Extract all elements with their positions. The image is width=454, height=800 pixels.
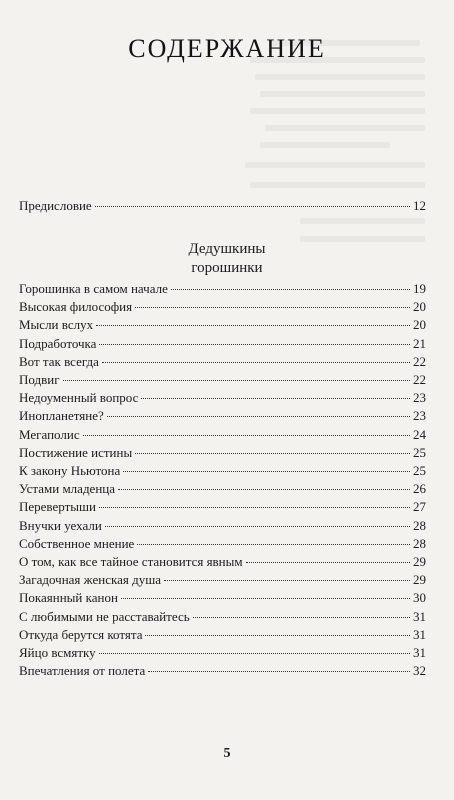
toc-entry-label: Устами младенца bbox=[19, 481, 116, 497]
section-heading-line-2: горошинки bbox=[191, 260, 263, 276]
toc-entry bbox=[19, 554, 426, 570]
toc-entry bbox=[19, 408, 426, 424]
toc-entry-label: Высокая философия bbox=[19, 299, 133, 315]
toc-entry-page: 25 bbox=[413, 444, 426, 460]
toc-entry bbox=[19, 317, 426, 333]
toc-entry-page: 12 bbox=[413, 198, 426, 213]
toc-entry-label: Загадочная женская душа bbox=[19, 572, 161, 588]
toc-entry bbox=[19, 281, 426, 297]
toc-entry bbox=[19, 390, 426, 406]
toc-entry-page: 29 bbox=[413, 554, 426, 569]
toc-entry-preface bbox=[19, 198, 426, 214]
page-title: СОДЕРЖАНИЕ bbox=[128, 34, 326, 63]
toc-entry-page: 30 bbox=[413, 590, 426, 606]
toc-entry bbox=[19, 499, 426, 515]
dot-leader bbox=[135, 307, 410, 308]
dot-leader bbox=[145, 635, 410, 636]
toc-entry bbox=[19, 663, 426, 679]
dot-leader bbox=[102, 362, 410, 363]
dot-leader bbox=[95, 206, 410, 207]
dot-leader bbox=[171, 289, 410, 290]
toc-entry-page: 23 bbox=[413, 390, 426, 406]
toc-entry-page: 28 bbox=[413, 517, 426, 533]
dot-leader bbox=[105, 526, 410, 527]
toc-entry-label: Мысли вслух bbox=[19, 317, 94, 333]
toc-entry-page: 22 bbox=[413, 353, 426, 369]
toc-entry bbox=[19, 590, 426, 606]
toc-entry-label: К закону Ньютона bbox=[19, 463, 121, 478]
toc-entry-page: 23 bbox=[413, 408, 426, 424]
toc-entry-label: Впечатления от полета bbox=[19, 663, 146, 679]
dot-leader bbox=[141, 398, 410, 399]
toc-entry-label: Яйцо всмятку bbox=[19, 645, 96, 660]
toc-entry-label: О том, как все тайное становится явным bbox=[19, 554, 243, 569]
toc-entry-page: 20 bbox=[413, 299, 426, 315]
toc-entry bbox=[19, 645, 426, 661]
toc-entry bbox=[19, 518, 426, 534]
dot-leader bbox=[99, 653, 410, 654]
toc-entry-label: Подработочка bbox=[19, 335, 97, 351]
dot-leader bbox=[63, 380, 410, 381]
toc-entry-label: Откуда берутся котята bbox=[19, 626, 143, 642]
toc-entry bbox=[19, 536, 426, 552]
dot-leader bbox=[99, 507, 410, 508]
dot-leader bbox=[135, 453, 410, 454]
dot-leader bbox=[193, 617, 410, 618]
dot-leader bbox=[121, 598, 410, 599]
toc-entry-page: 22 bbox=[413, 372, 426, 387]
dot-leader bbox=[99, 344, 410, 345]
toc-entry-page: 31 bbox=[413, 608, 426, 624]
dot-leader bbox=[137, 544, 410, 545]
dot-leader bbox=[164, 580, 410, 581]
toc-entry-label: Собственное мнение bbox=[19, 535, 135, 551]
toc-entry-page: 20 bbox=[413, 317, 426, 333]
toc-entry bbox=[19, 299, 426, 315]
dot-leader bbox=[118, 489, 410, 490]
toc-entry-label: Постижение истины bbox=[19, 444, 133, 460]
section-heading-line-1: Дедушкины bbox=[188, 241, 266, 257]
toc-entry-page: 21 bbox=[413, 335, 426, 351]
toc-entry-page: 28 bbox=[413, 535, 426, 551]
toc-entry-label: Вот так всегда bbox=[19, 353, 99, 369]
toc-entry bbox=[19, 609, 426, 625]
toc-entry-label: Недоуменный вопрос bbox=[19, 390, 139, 406]
toc-entry-label: Горошинка в самом начале bbox=[19, 281, 168, 296]
toc-entry-page: 24 bbox=[413, 426, 426, 442]
toc-entry-page: 26 bbox=[413, 481, 426, 497]
toc-entry bbox=[19, 354, 426, 370]
toc-entry-label: Предисловие bbox=[19, 198, 92, 213]
toc-entry bbox=[19, 336, 426, 352]
toc-entry-page: 25 bbox=[413, 463, 426, 478]
toc-entry-label: Подвиг bbox=[19, 372, 60, 387]
dot-leader bbox=[107, 416, 410, 417]
toc-entry-page: 31 bbox=[413, 626, 426, 642]
toc-entry-label: Покаянный канон bbox=[19, 590, 118, 606]
toc-entry-page: 29 bbox=[413, 572, 426, 588]
dot-leader bbox=[96, 325, 410, 326]
toc-entry-label: Перевертыши bbox=[19, 499, 96, 515]
page-number: 5 bbox=[223, 746, 231, 761]
section-heading bbox=[0, 240, 454, 278]
toc-entry-label: С любимыми не расставайтесь bbox=[19, 608, 190, 624]
toc-entry-label: Мегаполис bbox=[19, 426, 80, 442]
dot-leader bbox=[246, 562, 410, 563]
toc-entry bbox=[19, 372, 426, 388]
toc-entry-label: Внучки уехали bbox=[19, 517, 102, 533]
dot-leader bbox=[83, 435, 410, 436]
toc-entry-label: Инопланетяне? bbox=[19, 408, 104, 424]
toc-entry bbox=[19, 427, 426, 443]
dot-leader bbox=[123, 471, 410, 472]
toc-entry bbox=[19, 627, 426, 643]
toc-entry bbox=[19, 572, 426, 588]
toc-entry-page: 19 bbox=[413, 281, 426, 296]
toc-entry-page: 31 bbox=[413, 645, 426, 660]
toc-entry bbox=[19, 481, 426, 497]
toc-entry-page: 32 bbox=[413, 663, 426, 679]
toc-entry-page: 27 bbox=[413, 499, 426, 515]
dot-leader bbox=[148, 671, 410, 672]
toc-entry bbox=[19, 445, 426, 461]
toc-entry bbox=[19, 463, 426, 479]
